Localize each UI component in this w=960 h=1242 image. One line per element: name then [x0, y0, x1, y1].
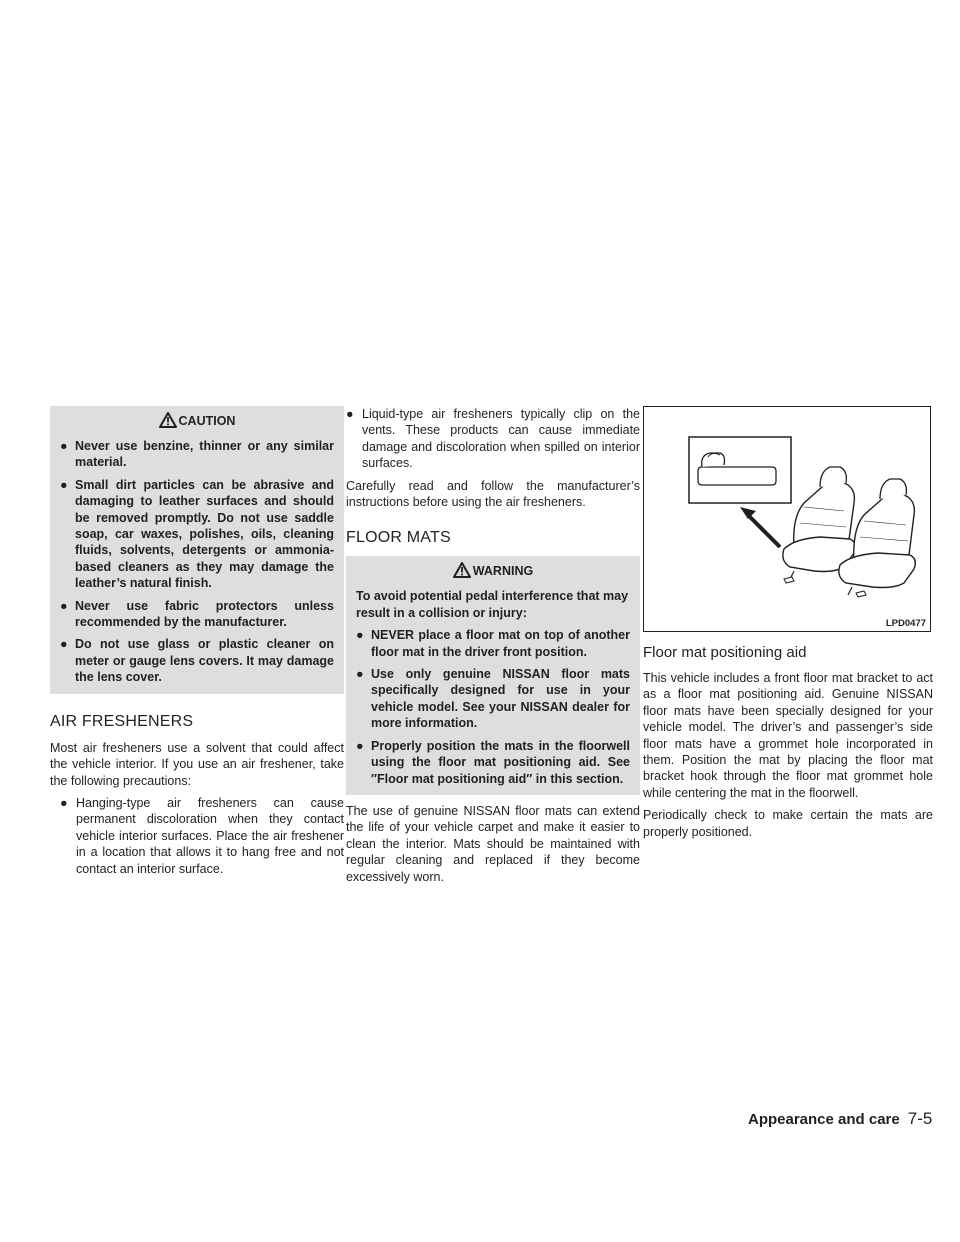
warning-item: ● NEVER place a floor mat on top of another floor mat in the driver front position. [356, 628, 630, 659]
column-middle [346, 406, 640, 891]
warning-icon [453, 562, 471, 583]
positioning-aid-para2: Periodically check to make certain the mats are properly positioned. [643, 808, 933, 839]
caution-item: ● Never use fabric protectors unless recommended by the manufacturer. [60, 598, 334, 630]
footer-section-title: Appearance and care [748, 1111, 900, 1128]
caution-box [50, 406, 344, 694]
bullet-icon: ● [356, 667, 364, 682]
warning-heading: WARNING [356, 562, 630, 580]
bullet-icon: ● [356, 628, 364, 643]
positioning-aid-para1: This vehicle includes a front floor mat bracket to act as a floor mat positioning aid. Genuine NISSAN floor mats have been specially designed for your vehicle model. The driver’s and passenger’s side floor mats have a grommet hole incorporated in them. Position the mat by placing the floor mat bracket hook through the floor mat grommet hole while centering the mat in the floorwell. [643, 671, 933, 800]
caution-heading: CAUTION [60, 412, 334, 430]
floor-mat-figure [643, 406, 931, 632]
warning-box [346, 556, 640, 794]
air-fresheners-list-continued [346, 406, 640, 472]
list-item: ● Hanging-type air fresheners can cause permanent discoloration when they contact vehicle interior surfaces. Place the air freshener in a location that allows it to hang free and not contact an interior surface. [60, 795, 344, 876]
caution-list [60, 438, 334, 686]
floor-mats-heading: FLOOR MATS [346, 529, 451, 547]
bullet-icon: ● [356, 738, 364, 753]
bullet-icon: ● [60, 637, 68, 652]
air-fresheners-list [50, 795, 344, 877]
column-right [643, 406, 933, 846]
floor-mats-body: The use of genuine NISSAN floor mats can extend the life of your vehicle carpet and make it easier to clean the interior. Mats should be maintained with regular cleaning and replaced if they become excessively worn. [346, 803, 640, 884]
caution-icon [159, 412, 177, 433]
bullet-icon: ● [60, 598, 68, 613]
page-footer [748, 1109, 932, 1129]
caution-item: ● Never use benzine, thinner or any similar material. [60, 439, 334, 470]
list-item: ● Liquid-type air fresheners typically clip on the vents. These products can cause immediate damage and discoloration when spilled on interior surfaces. [346, 407, 640, 471]
caution-item: ● Do not use glass or plastic cleaner on meter or gauge lens covers. It may damage the lens cover. [60, 637, 334, 685]
bullet-icon: ● [60, 795, 68, 810]
figure-code: LPD0477 [885, 618, 926, 629]
positioning-aid-heading: Floor mat positioning aid [643, 644, 807, 661]
warning-item: ● Properly position the mats in the floorwell using the floor mat positioning aid. See ″Floor mat positioning aid″ in this section. [356, 738, 630, 786]
air-fresheners-heading: AIR FRESHENERS [50, 712, 194, 730]
bullet-icon: ● [346, 407, 354, 421]
bullet-icon: ● [60, 477, 68, 492]
seats-illustration [644, 407, 930, 631]
warning-list [356, 627, 630, 787]
caution-item: ● Small dirt particles can be abrasive and damaging to leather surfaces and should be removed promptly. Do not use saddle soap, car waxes, polishes, oils, cleaning fluids, solvents, detergents or ammonia-based cleaners as they may damage the leather’s natural finish. [60, 477, 334, 591]
bullet-icon: ● [60, 439, 68, 453]
column-left [50, 406, 344, 883]
air-fresheners-closing: Carefully read and follow the manufacturer’s instructions before using the air fresheners. [346, 478, 640, 510]
warning-item: ● Use only genuine NISSAN floor mats specifically designed for use in your vehicle model. See your NISSAN dealer for more information. [356, 667, 630, 731]
page-number: 7-5 [907, 1109, 933, 1128]
warning-intro: To avoid potential pedal interference that may result in a collision or injury: [356, 589, 629, 620]
air-fresheners-intro: Most air fresheners use a solvent that could affect the vehicle interior. If you use an air freshener, take the following precautions: [50, 740, 344, 788]
